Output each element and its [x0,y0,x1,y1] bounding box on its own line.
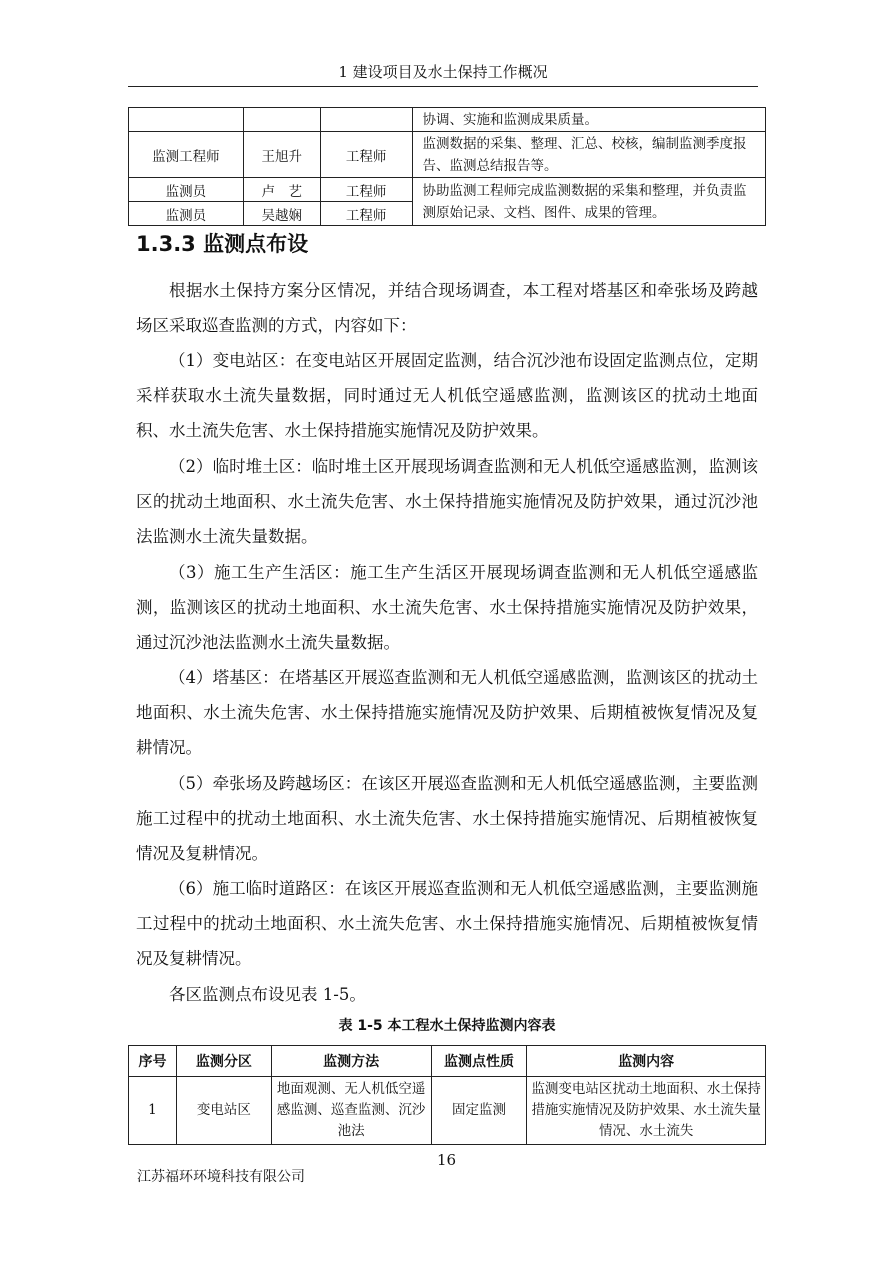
table-row [129,108,766,132]
paragraph: （1）变电站区：在变电站区开展固定监测，结合沉沙池布设固定监测点位，定期采样获取水土流失量数据，同时通过无人机低空遥感监测，监测该区的扰动土地面积、水土流失危害、水土保持措施实施情况及防护效果。 [136,351,758,440]
page-header: 1 建设项目及水土保持工作概况 [338,63,548,81]
table-cell: 王旭升 [243,132,320,178]
table-row [129,178,766,202]
table-cell: 监测变电站区扰动土地面积、水土保持措施实施情况及防护效果、水土流失量情况、水土流失 [527,1077,766,1145]
table-row [129,132,766,178]
page-number: 16 [436,1151,457,1169]
table-cell: 工程师 [320,132,412,178]
company-name: 江苏福环环境科技有限公司 [137,1169,305,1185]
table-row [129,1077,766,1145]
paragraph: （3）施工生产生活区：施工生产生活区开展现场调查监测和无人机低空遥感监测，监测该区的扰动土地面积、水土流失危害、水土保持措施实施情况及防护效果，通过沉沙池法监测水土流失量数据。 [136,563,758,652]
paragraph: 根据水土保持方案分区情况，并结合现场调查，本工程对塔基区和牵张场及跨越场区采取巡查监测的方式，内容如下： [136,281,758,335]
paragraph: （6）施工临时道路区：在该区开展巡查监测和无人机低空遥感监测，主要监测施工过程中的扰动土地面积、水土流失危害、水土保持措施实施情况、后期植被恢复情况及复耕情况。 [136,879,758,968]
table-cell: 工程师 [320,202,412,226]
table-cell: 1 [129,1077,177,1145]
table-header-row [129,1046,766,1077]
column-header: 序号 [129,1046,177,1077]
table-cell: 协调、实施和监测成果质量。 [412,108,765,132]
section-heading: 1.3.3 监测点布设 [136,232,309,256]
table-cell: 固定监测 [431,1077,527,1145]
paragraph: （5）牵张场及跨越场区：在该区开展巡查监测和无人机低空遥感监测，主要监测施工过程中的扰动土地面积、水土流失危害、水土保持措施实施情况、后期植被恢复情况及复耕情况。 [136,774,758,863]
column-header: 监测分区 [176,1046,271,1077]
table-cell: 监测员 [129,178,244,202]
table-cell [243,108,320,132]
paragraph: （4）塔基区：在塔基区开展巡查监测和无人机低空遥感监测，监测该区的扰动土地面积、水土流失危害、水土保持措施实施情况及防护效果、后期植被恢复情况及复耕情况。 [136,668,758,757]
table-cell [129,108,244,132]
table-cell: 吴越娴 [243,202,320,226]
table-cell [320,108,412,132]
table-cell: 监测数据的采集、整理、汇总、校核，编制监测季度报告、监测总结报告等。 [412,132,765,178]
column-header: 监测点性质 [431,1046,527,1077]
table-cell: 地面观测、无人机低空遥感监测、巡查监测、沉沙池法 [271,1077,431,1145]
header-divider [128,86,758,87]
table-cell: 协助监测工程师完成监测数据的采集和整理，并负责监测原始记录、文档、图件、成果的管理。 [412,178,765,226]
paragraph: 各区监测点布设见表 1-5。 [169,985,366,1004]
table-cell: 工程师 [320,178,412,202]
monitoring-content-table [128,1045,766,1145]
table-cell: 卢 艺 [243,178,320,202]
column-header: 监测内容 [527,1046,766,1077]
staff-table [128,107,766,226]
table-cell: 变电站区 [176,1077,271,1145]
table-cell: 监测员 [129,202,244,226]
paragraph: （2）临时堆土区：临时堆土区开展现场调查监测和无人机低空遥感监测，监测该区的扰动土地面积、水土流失危害、水土保持措施实施情况及防护效果，通过沉沙池法监测水土流失量数据。 [136,457,758,546]
column-header: 监测方法 [271,1046,431,1077]
table-caption: 表 1-5 本工程水土保持监测内容表 [338,1018,556,1034]
table-cell: 监测工程师 [129,132,244,178]
